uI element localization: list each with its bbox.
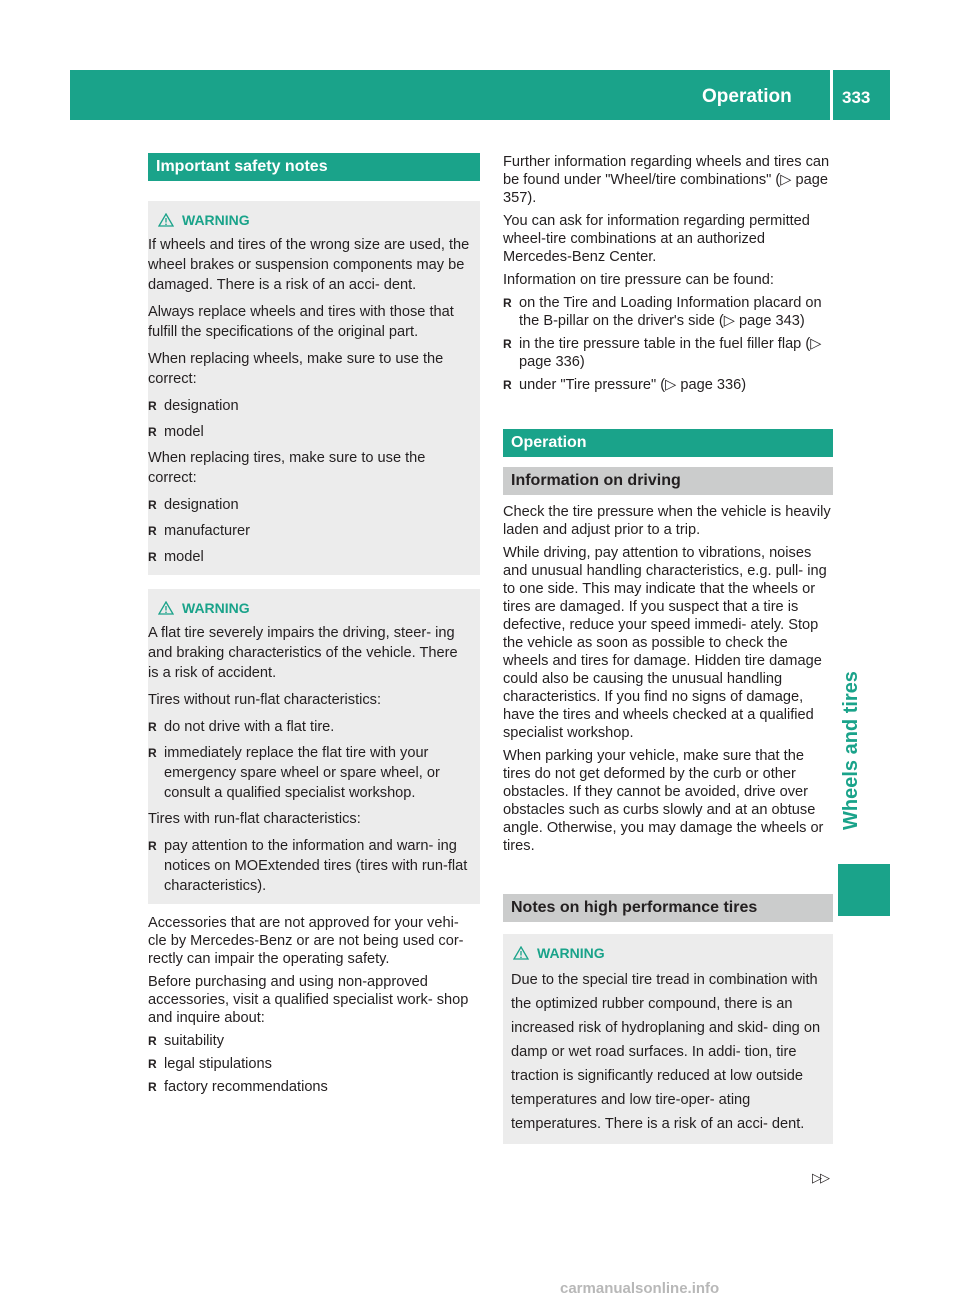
list-item: R under "Tire pressure" (▷ page 336) bbox=[503, 376, 833, 394]
body-text: Before purchasing and using non-approved accessories, visit a qualified specialist work- shop and inquire about: bbox=[148, 974, 469, 1026]
list-item: R model bbox=[148, 422, 472, 442]
warning-box-high-performance bbox=[503, 934, 833, 1144]
warning-triangle-icon bbox=[158, 601, 174, 615]
list-item: R factory recommendations bbox=[148, 1078, 480, 1096]
body-text: While driving, pay attention to vibrations, noises and unusual handling characteristics, e.g. pull- ing to one side. This may indicate that the wheels or tires are damaged. If you suspect that a tire is defective, reduce your speed immedi- ately. Stop the vehicle as soon as possible to check the wheels and tires for damage. Hidden tire damage could also be causing the unusual handling characteristics. If you find no signs of damage, have the tires and wheels checked at a qualified specialist workshop. bbox=[503, 545, 827, 741]
list-item: R do not drive with a flat tire. bbox=[148, 717, 472, 737]
list-item: R model bbox=[148, 547, 472, 567]
warning-text: If wheels and tires of the wrong size are used, the wheel brakes or suspension components may be damaged. There is a risk of an acci- dent. bbox=[148, 237, 470, 293]
warning-text: When replacing wheels, make sure to use the correct: bbox=[148, 351, 444, 387]
warning-text: Due to the special tire tread in combination with the optimized rubber compound, there is an increased risk of hydroplaning and skid- ding on damp or wet road surfaces. In addi- tion, tire traction is significantly reduced at low outside temperatures and low tire-oper- ating temperatures. There is a risk of an acci- dent. bbox=[511, 972, 821, 1132]
section-heading-safety: Important safety notes bbox=[148, 153, 480, 181]
warning-box-wrong-size bbox=[148, 201, 480, 575]
body-text: Information on tire pressure can be found: bbox=[503, 272, 774, 288]
continue-arrow-icon: ▷▷ bbox=[812, 1170, 828, 1185]
warning-text: When replacing tires, make sure to use the correct: bbox=[148, 450, 426, 486]
list-item: R manufacturer bbox=[148, 521, 472, 541]
subsection-heading-driving: Information on driving bbox=[503, 467, 833, 495]
section-heading-operation: Operation bbox=[503, 429, 833, 457]
warning-text: Tires without run-flat characteristics: bbox=[148, 692, 382, 708]
side-tab-marker bbox=[838, 864, 890, 916]
list-item: R suitability bbox=[148, 1032, 480, 1050]
list-item: R immediately replace the flat tire with your emergency spare wheel or spare wheel, or consult a qualified specialist workshop. bbox=[148, 743, 472, 803]
warning-triangle-icon bbox=[158, 213, 174, 227]
warning-title: WARNING bbox=[513, 944, 825, 962]
list-item: R designation bbox=[148, 495, 472, 515]
header-divider bbox=[830, 70, 833, 120]
body-text: You can ask for information regarding permitted wheel-tire combinations at an authorized Mercedes-Benz Center. bbox=[503, 213, 810, 265]
body-text: When parking your vehicle, make sure that the tires do not get deformed by the curb or other obstacles. If they cannot be avoided, drive over obstacles such as curbs slowly and at an obtuse angle. Otherwise, you may damage the wheels or tires. bbox=[503, 748, 824, 854]
warning-title: WARNING bbox=[158, 211, 472, 229]
list-item: R legal stipulations bbox=[148, 1055, 480, 1073]
list-item: R pay attention to the information and warn- ing notices on MOExtended tires (tires with run-flat characteristics). bbox=[148, 836, 472, 896]
body-text: Check the tire pressure when the vehicle is heavily laden and adjust prior to a trip. bbox=[503, 504, 831, 538]
warning-text: Tires with run-flat characteristics: bbox=[148, 811, 361, 827]
chapter-title: Operation bbox=[702, 86, 792, 107]
body-text: Further information regarding wheels and tires can be found under "Wheel/tire combinations" (▷ page 357). bbox=[503, 154, 830, 206]
warning-title: WARNING bbox=[158, 599, 472, 617]
body-text: Accessories that are not approved for your vehi- cle by Mercedes-Benz or are not being used cor- rectly can impair the operating safety. bbox=[148, 915, 464, 967]
page-number: 333 bbox=[842, 88, 871, 107]
warning-text: A flat tire severely impairs the driving, steer- ing and braking characteristics of the vehicle. There is a risk of accident. bbox=[148, 625, 458, 681]
warning-text: Always replace wheels and tires with those that fulfill the specifications of the original part. bbox=[148, 304, 454, 340]
warning-triangle-icon bbox=[513, 946, 529, 960]
right-column bbox=[503, 153, 833, 1144]
watermark: carmanualsonline.info bbox=[560, 1280, 720, 1297]
list-item: R designation bbox=[148, 396, 472, 416]
side-tab-label: Wheels and tires bbox=[840, 671, 862, 830]
list-item: R on the Tire and Loading Information placard on the B-pillar on the driver's side (▷ page 343) bbox=[503, 294, 833, 330]
left-column bbox=[148, 153, 480, 1101]
subsection-heading-high-performance: Notes on high performance tires bbox=[503, 894, 833, 922]
warning-box-flat-tire bbox=[148, 589, 480, 904]
list-item: R in the tire pressure table in the fuel filler flap (▷ page 336) bbox=[503, 335, 833, 371]
